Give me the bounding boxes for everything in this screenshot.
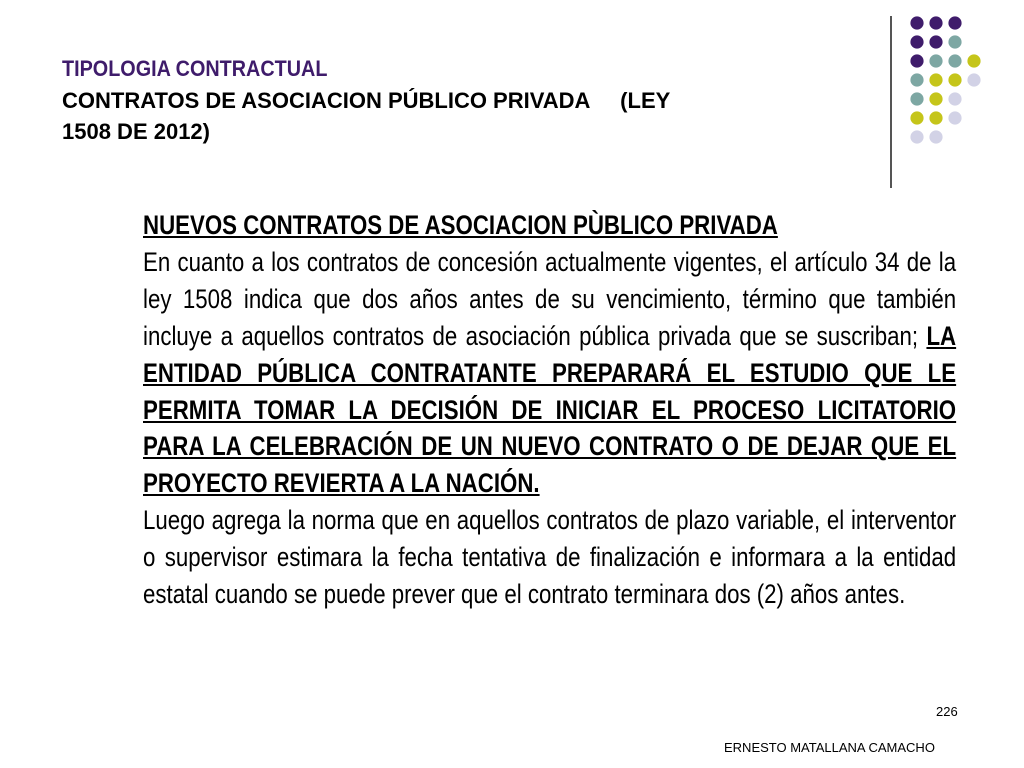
page-number: 226 (936, 704, 958, 719)
author-name: ERNESTO MATALLANA CAMACHO (724, 740, 935, 755)
slide-title-line-2: 1508 DE 2012) (62, 119, 210, 144)
decorative-dot (948, 92, 961, 105)
decorative-dot (929, 16, 942, 29)
decorative-dot (948, 35, 961, 48)
decorative-dot (948, 54, 961, 67)
paragraph-1-emphasis: LA ENTIDAD PÚBLICA CONTRATANTE PREPARARÁ EL ESTUDIO QUE LE PERMITA TOMAR LA DECISIÓN DE INICIAR EL PROCESO LICITATORIO PARA LA CELEBRACIÓN DE UN NUEVO CONTRATO O DE DEJAR QUE EL PROYECTO REVIERTA A LA NACIÓN. (143, 320, 957, 499)
paragraph-2: Luego agrega la norma que en aquellos contratos de plazo variable, el interventor o supervisor estimara la fecha tentativa de finalización e informara a la entidad estatal cuando se puede prever que el contrato terminara dos (2) años antes. (143, 505, 957, 610)
decorative-dot (948, 111, 961, 124)
slide-title-line-1: CONTRATOS DE ASOCIACION PÚBLICO PRIVADA (LEY (62, 88, 671, 113)
decorative-dot (948, 16, 961, 29)
paragraph-1 (143, 244, 956, 502)
decorative-dot (910, 111, 923, 124)
decorative-dot (948, 73, 961, 86)
decorative-dot-grid (0, 0, 1024, 200)
decorative-dot (910, 35, 923, 48)
decorative-dot (929, 111, 942, 124)
decorative-dot (929, 92, 942, 105)
decorative-dot (967, 73, 980, 86)
slide-body (143, 207, 956, 613)
decorative-dot (910, 92, 923, 105)
decorative-dot (929, 73, 942, 86)
decorative-dot (929, 130, 942, 143)
paragraph-1-text: En cuanto a los contratos de concesión actualmente vigentes, el artículo 34 de la ley 1508 indica que dos años antes de su vencimiento, término que también incluye a aquellos contratos de asociación pública privada que se suscriban; (143, 246, 957, 351)
decorative-dot (910, 16, 923, 29)
decorative-dot (910, 54, 923, 67)
slide-subtitle: TIPOLOGIA CONTRACTUAL (62, 56, 328, 81)
decorative-dot (967, 54, 980, 67)
decorative-dot (929, 35, 942, 48)
decorative-dot (929, 54, 942, 67)
section-heading: NUEVOS CONTRATOS DE ASOCIACION PÙBLICO PRIVADA (143, 210, 778, 240)
decorative-dot (910, 73, 923, 86)
decorative-dot (910, 130, 923, 143)
